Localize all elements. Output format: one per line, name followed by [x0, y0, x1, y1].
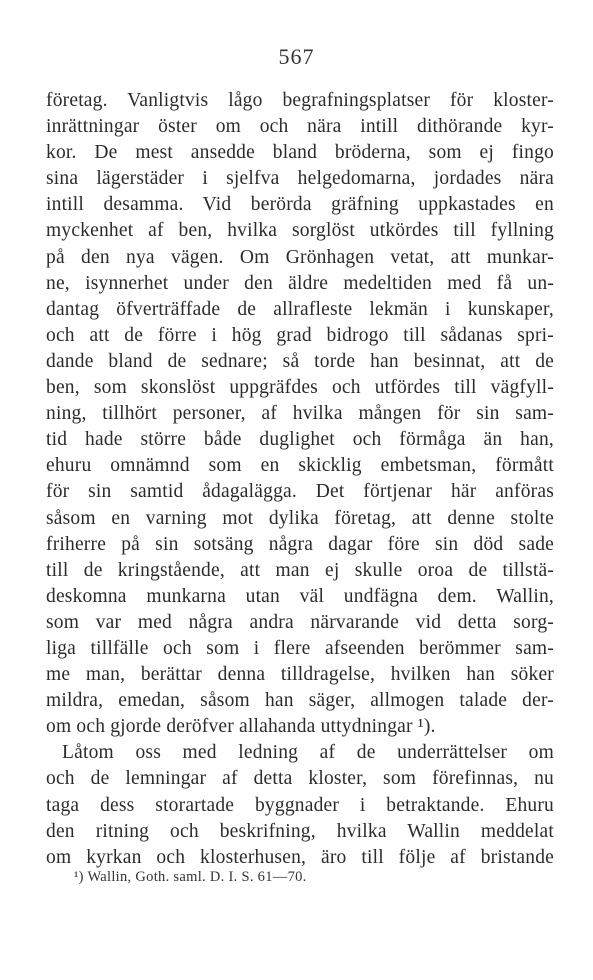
text-line: dande bland de sednare; så torde han besinnat, att de [46, 350, 554, 372]
text-line: för sin samtid ådagalägga. Det förtjenar här anföras [46, 481, 554, 503]
text-line: på den nya vägen. Om Grönhagen vetat, att munkar- [46, 246, 554, 268]
text-line: ben, som skonslöst uppgräfdes och utfördes till vägfyll- [46, 377, 554, 399]
text-line: ehuru omnämnd som en skicklig embetsman, förmått [46, 455, 554, 477]
text-line: myckenhet af ben, hvilka sorglöst utkördes till fyllning [46, 220, 554, 242]
text-line: inrättningar öster om och nära intill dithörande kyr- [46, 116, 554, 138]
text-line: den ritning och beskrifning, hvilka Wallin meddelat [46, 820, 554, 842]
text-line: och att de förre i hög grad bidrogo till sådanas spri- [46, 324, 554, 346]
footnote: ¹) Wallin, Goth. saml. D. I. S. 61—70. [74, 869, 307, 885]
text-line: dantag öfverträffade de allrafleste lekmän i kunskaper, [46, 298, 554, 320]
text-line: liga tillfälle och som i flere afseenden berömmer sam- [46, 637, 554, 659]
text-line: friherre på sin sotsäng några dagar före sin död sade [46, 533, 554, 555]
text-line: tid hade större både duglighet och förmåga än han, [46, 429, 554, 451]
text-line: mildra, emedan, såsom han säger, allmogen talade der- [46, 690, 554, 712]
text-line: såsom en varning mot dylika företag, att denne stolte [46, 507, 554, 529]
text-line: Låtom oss med ledning af de underrättelser om [62, 742, 554, 764]
text-line: intill desamma. Vid berörda gräfning uppkastades en [46, 194, 554, 216]
text-line: som var med några andra närvarande vid detta sorg- [46, 611, 554, 633]
text-line: ning, tillhört personer, af hvilka mången för sin sam- [46, 403, 554, 425]
text-line: till de kringstående, att man ej skulle oroa de tillstä- [46, 559, 554, 581]
text-line: om och gjorde deröfver allahanda uttydningar ¹). [46, 716, 436, 738]
text-line: och de lemningar af detta kloster, som förefinnas, nu [46, 768, 554, 790]
page-number: 567 [278, 44, 315, 69]
text-line: taga dess storartade byggnader i betraktande. Ehuru [46, 794, 554, 816]
text-line: kor. De mest ansedde bland bröderna, som ej fingo [46, 142, 554, 164]
text-line: me man, berättar denna tilldragelse, hvilken han söker [46, 664, 554, 686]
text-line: företag. Vanligtvis lågo begrafningsplatser för kloster- [46, 90, 554, 111]
text-line: sina lägerstäder i sjelfva helgedomarna, jordades nära [46, 168, 554, 190]
text-line: deskomna munkarna utan väl undfägna dem. Wallin, [46, 585, 554, 607]
text-line: ne, isynnerhet under den äldre medeltiden med få un- [46, 272, 554, 294]
body-text [46, 88, 554, 871]
text-line: om kyrkan och klosterhusen, äro till följe af bristande [46, 846, 554, 868]
